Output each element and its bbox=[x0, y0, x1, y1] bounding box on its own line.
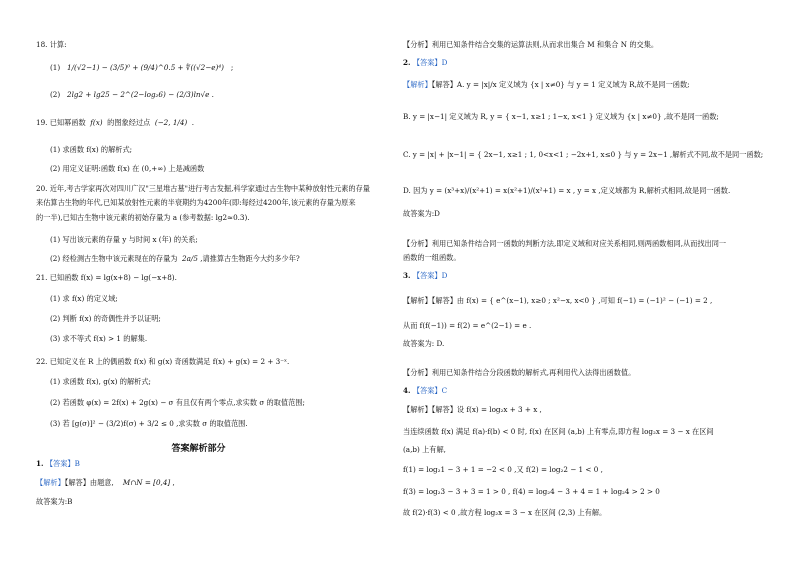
a1-fenxi: 【分析】利用已知条件结合交集的运算法则,从而求出集合 M 和集合 N 的交集。 bbox=[403, 40, 659, 49]
q19-part1: (1) 求函数 f(x) 的解析式; bbox=[50, 145, 133, 154]
a1-conclusion: 故答案为:B bbox=[36, 497, 73, 506]
q21-part1: (1) 求 f(x) 的定义域; bbox=[50, 294, 118, 303]
q21-title: 21. 已知函数 f(x) = lg(x+8) − lg(−x+8). bbox=[36, 273, 177, 282]
a4-line4: f(1) = log₂1 − 3 + 1 = −2 < 0 ,又 f(2) = log₂2 − 1 < 0 , bbox=[403, 465, 603, 474]
a4-answer: 4. 【答案】C bbox=[403, 386, 448, 395]
a3-line2: 从而 f(f(−1)) = f(2) = e^(2−1) = e . bbox=[403, 321, 532, 330]
a4-jiexi: 【解析】【解答】设 f(x) = log₂x + 3 + x , bbox=[403, 405, 542, 414]
q21-part3: (3) 求不等式 f(x) > 1 的解集. bbox=[50, 334, 148, 343]
q20-line3: 的一半),已知古生物中该元素的初始存量为 a (参考数据: lg2≈0.3). bbox=[36, 213, 250, 222]
a1-answer: 1. 【答案】B bbox=[36, 459, 80, 468]
q20-line1: 20. 近年,考古学家再次对四川广汉"三星堆古墓"进行考古发掘,科学家通过古生物中某种放射性元素的存量 bbox=[36, 184, 370, 193]
a3-answer: 3. 【答案】D bbox=[403, 271, 448, 280]
a2-jiexi-d: D. 因为 y = (x³+x)/(x²+1) = x(x²+1)/(x²+1) = x , y = x ,定义域都为 R,解析式相同,故是同一函数. bbox=[403, 186, 731, 195]
a2-conclusion: 故答案为:D bbox=[403, 209, 440, 218]
answer-section-title: 答案解析部分 bbox=[171, 444, 226, 454]
a2-fenxi-line2: 函数的一组函数。 bbox=[403, 253, 461, 262]
a4-line6: 故 f(2)·f(3) < 0 ,故方程 log₂x = 3 − x 在区间 (2,3) 上有解。 bbox=[403, 508, 607, 517]
q18-title: 18. 计算: bbox=[36, 40, 67, 49]
a1-analysis: 【解析】【解答】由题意, M∩N = [0,4] , bbox=[36, 478, 175, 487]
q20-part2-fraction: 2a/5 bbox=[182, 254, 198, 263]
q19-part2: (2) 用定义证明:函数 f(x) 在 (0,+∞) 上是减函数 bbox=[50, 164, 205, 173]
a2-jiexi-a: 【解析】【解答】A. y = |x|/x 定义域为 {x | x≠0} 与 y = 1 定义域为 R,故不是同一函数; bbox=[403, 80, 690, 89]
q19-title: 19. 已知幂函数 f(x) 的图象经过点 (−2, 1/4) . bbox=[36, 118, 195, 127]
a4-line5: f(3) = log₂3 − 3 + 3 = 1 > 0 , f(4) = log₂4 − 3 + 4 = 1 + log₂4 > 2 > 0 bbox=[403, 487, 660, 496]
q22-part2: (2) 若函数 φ(x) = 2f(x) + 2g(x) − σ 有且仅有两个零点,求实数 σ 的取值范围; bbox=[50, 398, 305, 407]
a2-answer: 2. 【答案】D bbox=[403, 58, 448, 67]
a3-jiexi: 【解析】【解答】由 f(x) = { e^(x−1), x≥0 ; x²−x, x<0 } ,可知 f(−1) = (−1)² − (−1) = 2 , bbox=[403, 296, 713, 305]
q18-part1: (1) 1/(√2−1) − (3/5)⁰ + (9/4)^0.5 + ∜((√2−e)⁴) ; bbox=[50, 63, 234, 72]
a4-line3: (a,b) 上有解, bbox=[403, 445, 446, 454]
a4-line2: 当连续函数 f(x) 满足 f(a)·f(b) < 0 时, f(x) 在区间 (a,b) 上有零点,即方程 log₂x = 3 − x 在区间 bbox=[403, 427, 714, 436]
q18-part1-expr: 1/(√2−1) − (3/5)⁰ + (9/4)^0.5 + ∜((√2−e)⁴) bbox=[67, 63, 224, 72]
q22-part3: (3) 若 [g(σ)]² − (3/2)f(σ) + 3/2 ≤ 0 ,求实数 σ 的取值范围. bbox=[50, 419, 248, 428]
q22-title: 22. 已知定义在 R 上的偶函数 f(x) 和 g(x) 奇函数满足 f(x) + g(x) = 2 + 3⁻ˣ. bbox=[36, 357, 290, 366]
q20-part2: (2) 经检测古生物中该元素现在的存量为 2a/5 ,请推算古生物距今大约多少年? bbox=[50, 254, 300, 263]
q20-part1: (1) 写出该元素的存量 y 与时间 x (年) 的关系; bbox=[50, 235, 198, 244]
a2-jiexi-c: C. y = |x| + |x−1| = { 2x−1, x≥1 ; 1, 0<x<1 ; −2x+1, x≤0 } 与 y = 2x−1 ,解析式不同,故不是同一函数; bbox=[403, 150, 764, 159]
right-column bbox=[397, 0, 794, 561]
a2-fenxi-line1: 【分析】利用已知条件结合同一函数的判断方法,即定义域和对应关系相同,则两函数相同,从而找出同一 bbox=[403, 239, 727, 248]
q21-part2: (2) 判断 f(x) 的奇偶性并予以证明; bbox=[50, 314, 161, 323]
a3-conclusion: 故答案为: D. bbox=[403, 339, 445, 348]
q18-part2-expr: 2lg2 + lg25 − 2^(2−log₂6) − (2/3)ln√e bbox=[67, 90, 210, 99]
q22-part1: (1) 求函数 f(x), g(x) 的解析式; bbox=[50, 377, 151, 386]
q18-part2: (2) 2lg2 + lg25 − 2^(2−log₂6) − (2/3)ln√e . bbox=[50, 90, 214, 99]
q20-line2: 来估算古生物的年代,已知某放射性元素的半衰期约为4200年(即:每经过4200年,该元素的存量为原来 bbox=[36, 198, 356, 207]
a3-fenxi: 【分析】利用已知条件结合分段函数的解析式,再利用代入法得出函数值。 bbox=[403, 368, 636, 377]
a2-jiexi-b: B. y = |x−1| 定义域为 R, y = { x−1, x≥1 ; 1−x, x<1 } 定义域为 {x | x≠0} ,故不是同一函数; bbox=[403, 112, 719, 121]
